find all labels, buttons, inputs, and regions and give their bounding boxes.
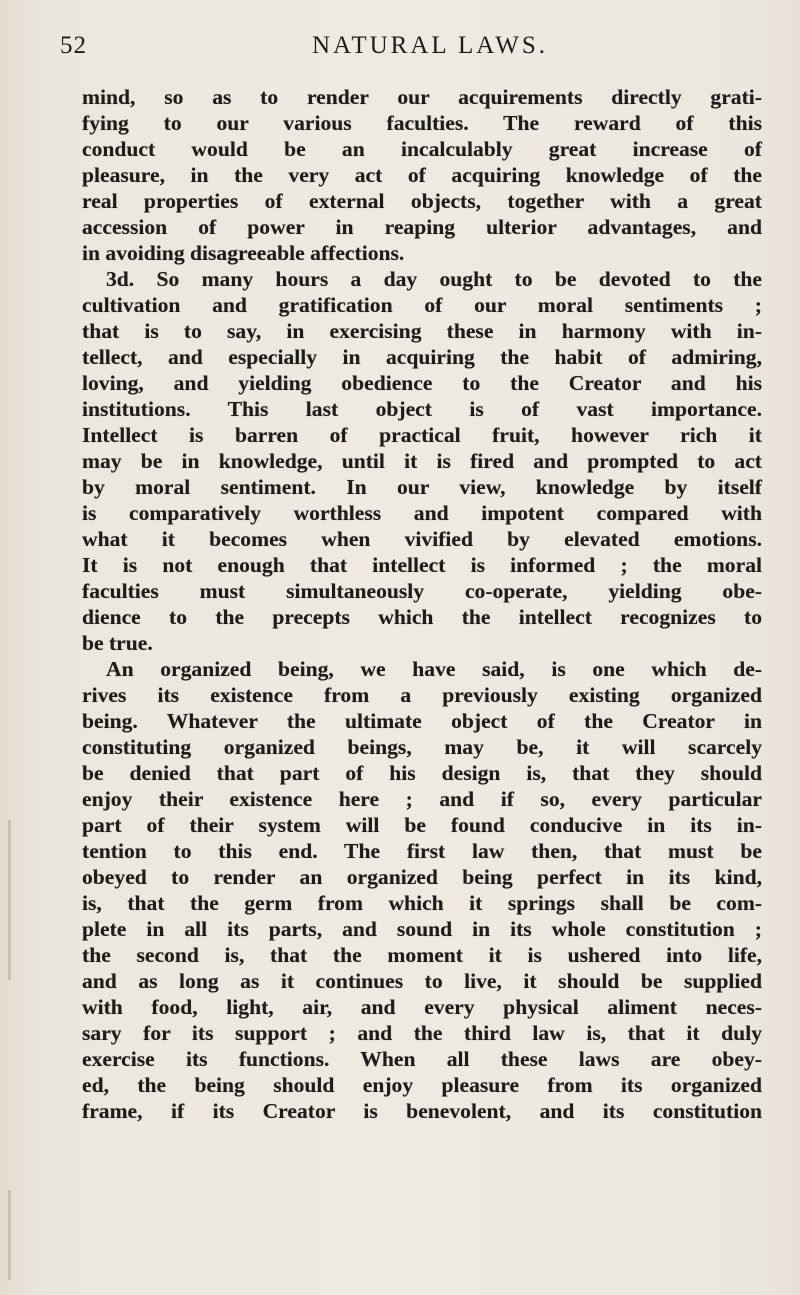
text-line: accession of power in reaping ulterior advantages, and <box>82 215 762 239</box>
text-line: frame, if its Creator is benevolent, and its constitution <box>82 1099 762 1123</box>
body-text <box>82 84 762 1124</box>
page-header <box>0 32 800 72</box>
text-line: being. Whatever the ultimate object of the Creator in <box>82 709 762 733</box>
text-line: what it becomes when vivified by elevated emotions. <box>82 527 762 551</box>
text-line: conduct would be an incalculably great increase of <box>82 137 762 161</box>
text-line: Intellect is barren of practical fruit, however rich it <box>82 423 762 447</box>
text-line: plete in all its parts, and sound in its whole constitution ; <box>82 917 762 941</box>
text-line: cultivation and gratification of our moral sentiments ; <box>82 293 762 317</box>
text-line: An organized being, we have said, is one which de- <box>106 657 762 681</box>
text-line: faculties must simultaneously co-operate, yielding obe- <box>82 579 762 603</box>
text-line: ed, the being should enjoy pleasure from its organized <box>82 1073 762 1097</box>
text-line: tellect, and especially in acquiring the habit of admiring, <box>82 345 762 369</box>
text-line: the second is, that the moment it is ushered into life, <box>82 943 762 967</box>
text-line: pleasure, in the very act of acquiring knowledge of the <box>82 163 762 187</box>
text-line: real properties of external objects, together with a great <box>82 189 762 213</box>
text-line: and as long as it continues to live, it should be supplied <box>82 969 762 993</box>
text-line: It is not enough that intellect is informed ; the moral <box>82 553 762 577</box>
text-line: enjoy their existence here ; and if so, every particular <box>82 787 762 811</box>
text-line: tention to this end. The first law then, that must be <box>82 839 762 863</box>
text-line: may be in knowledge, until it is fired and prompted to act <box>82 449 762 473</box>
text-line: part of their system will be found conducive in its in- <box>82 813 762 837</box>
text-line: loving, and yielding obedience to the Creator and his <box>82 371 762 395</box>
running-head: NATURAL LAWS. <box>312 32 549 59</box>
text-line: by moral sentiment. In our view, knowledge by itself <box>82 475 762 499</box>
page-edge-shadow <box>8 820 11 980</box>
text-line: exercise its functions. When all these laws are obey- <box>82 1047 762 1071</box>
text-line: is, that the germ from which it springs shall be com- <box>82 891 762 915</box>
text-line: be denied that part of his design is, that they should <box>82 761 762 785</box>
page-edge-shadow-lower <box>8 1190 11 1280</box>
text-line: institutions. This last object is of vast importance. <box>82 397 762 421</box>
text-line: 3d. So many hours a day ought to be devoted to the <box>106 267 762 291</box>
page-number: 52 <box>60 32 87 59</box>
text-line: obeyed to render an organized being perfect in its kind, <box>82 865 762 889</box>
text-line: be true. <box>82 631 153 655</box>
text-line: in avoiding disagreeable affections. <box>82 241 405 265</box>
text-line: sary for its support ; and the third law is, that it duly <box>82 1021 762 1045</box>
text-line: that is to say, in exercising these in harmony with in- <box>82 319 762 343</box>
text-line: fying to our various faculties. The reward of this <box>82 111 762 135</box>
text-line: is comparatively worthless and impotent compared with <box>82 501 762 525</box>
text-line: with food, light, air, and every physical aliment neces- <box>82 995 762 1019</box>
text-line: rives its existence from a previously existing organized <box>82 683 762 707</box>
text-line: dience to the precepts which the intellect recognizes to <box>82 605 762 629</box>
text-line: mind, so as to render our acquirements directly grati- <box>82 85 762 109</box>
text-line: constituting organized beings, may be, it will scarcely <box>82 735 762 759</box>
